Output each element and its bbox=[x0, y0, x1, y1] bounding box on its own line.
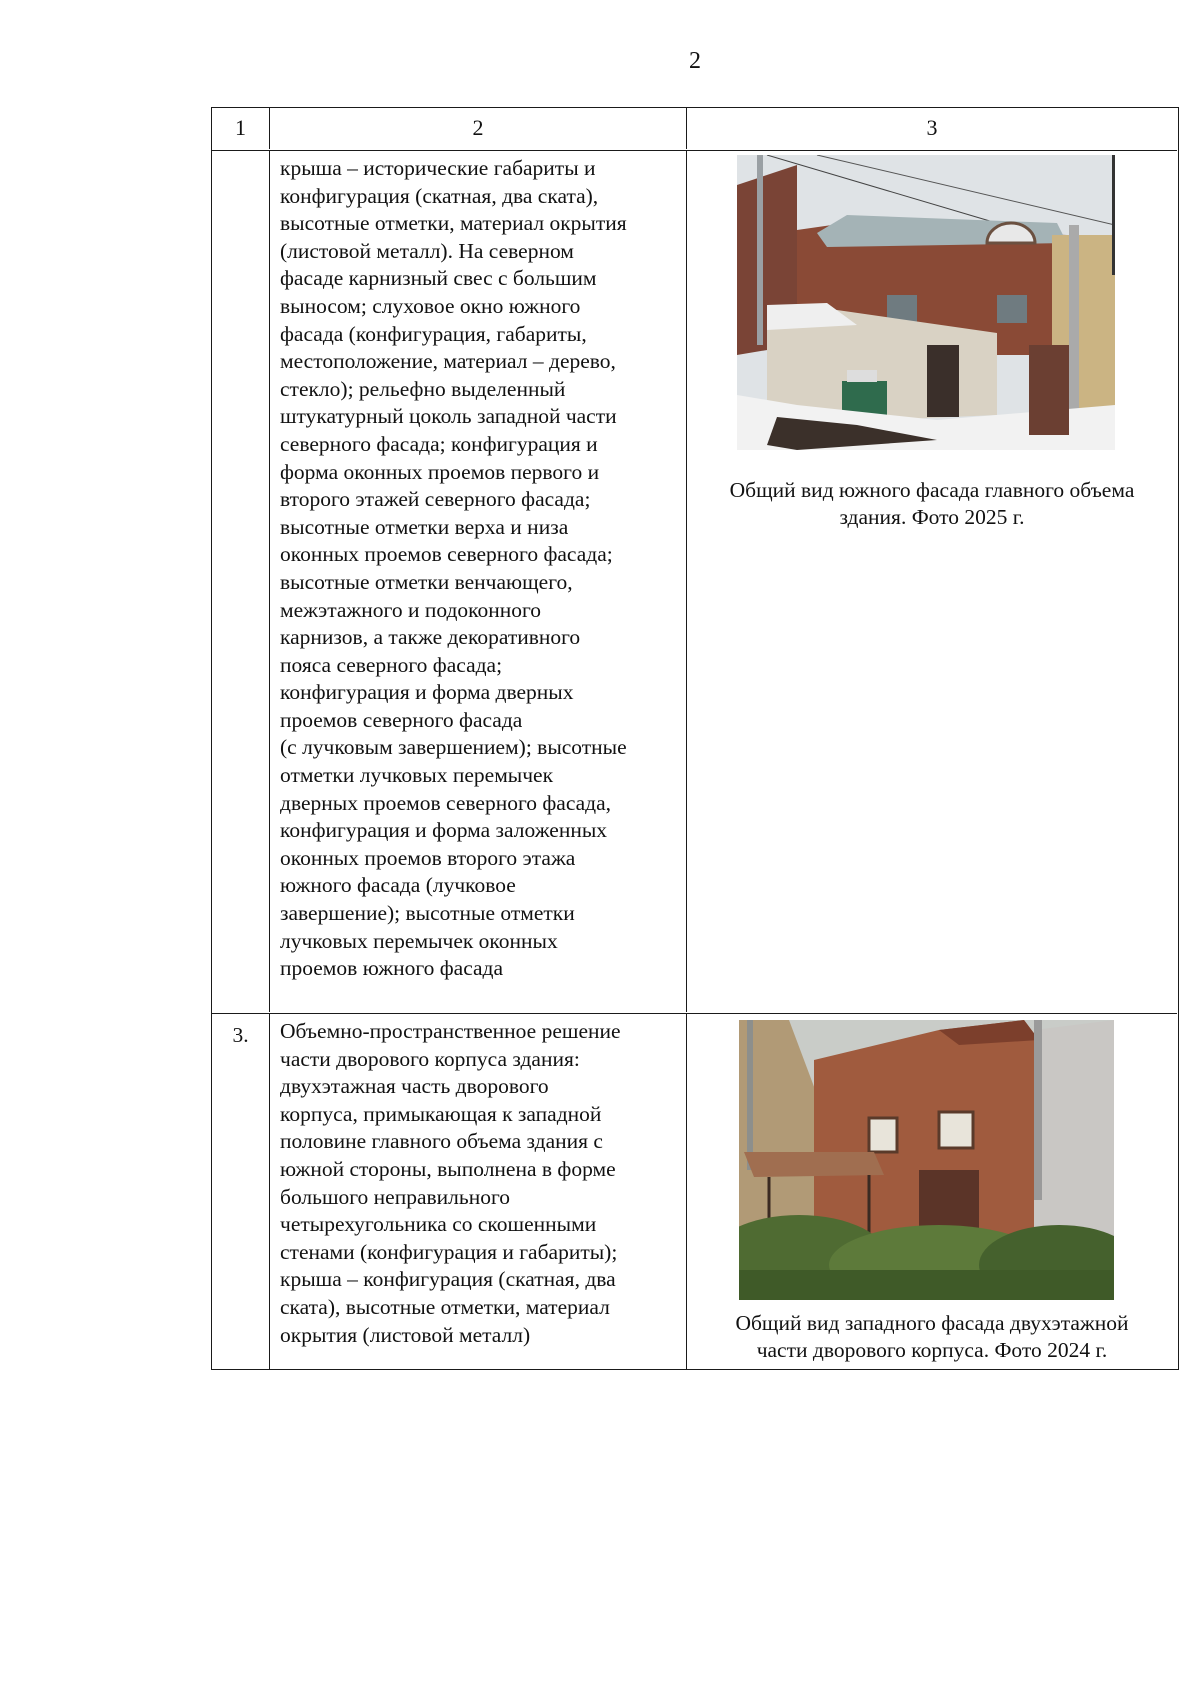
west-facade-photo bbox=[739, 1020, 1114, 1300]
header-col-3: 3 bbox=[926, 115, 938, 140]
photo-caption: Общий вид западного фасада двухэтажной части дворового корпуса. Фото 2024 г. bbox=[735, 1311, 1129, 1362]
row-photo-cell bbox=[687, 151, 1177, 1012]
row-photo-cell bbox=[687, 1014, 1177, 1369]
heritage-table bbox=[211, 107, 1179, 1370]
header-col-1: 1 bbox=[212, 108, 270, 149]
table-header-row bbox=[212, 108, 1177, 151]
photo-caption: Общий вид южного фасада главного объема здания. Фото 2025 г. bbox=[729, 478, 1135, 529]
row-description: крыша – исторические габариты и конфигурация (скатная, два ската), высотные отметки, материал окрытия (листовой металл). На северном фасаде карнизный свес с большим выносом; слуховое окно южного фасада (конфигурация, габариты, местоположение, материал – дерево, стекло); рельефно выделенный штукатурный цоколь западной части северного фасада; конфигурация и форма оконных проемов первого и второго этажей северного фасада; высотные отметки верха и низа оконных проемов северного фасада; высотные отметки венчающего, межэтажного и подоконного карнизов, а также декоративного пояса северного фасада; конфигурация и форма дверных проемов северного фасада (с лучковым завершением); высотные отметки лучковых перемычек дверных проемов северного фасада, конфигурация и форма заложенных оконных проемов второго этажа южного фасада (лучковое завершение); высотные отметки лучковых перемычек оконных проемов южного фасада bbox=[270, 151, 687, 1012]
table-row bbox=[212, 1014, 1177, 1369]
row-description: Объемно-пространственное решение части дворового корпуса здания: двухэтажная часть дворового корпуса, примыкающая к западной половине главного объема здания с южной стороны, выполнена в форме большого неправильного четырехугольника со скошенными стенами (конфигурация и габариты); крыша – конфигурация (скатная, два ската), высотные отметки, материал окрытия (листовой металл) bbox=[270, 1014, 687, 1369]
south-facade-photo bbox=[737, 155, 1115, 450]
row-number: 3. bbox=[212, 1014, 270, 1369]
header-col-2: 2 bbox=[270, 108, 687, 149]
row-number bbox=[212, 151, 270, 1012]
page-number: 2 bbox=[689, 48, 701, 74]
table-row bbox=[212, 151, 1177, 1014]
